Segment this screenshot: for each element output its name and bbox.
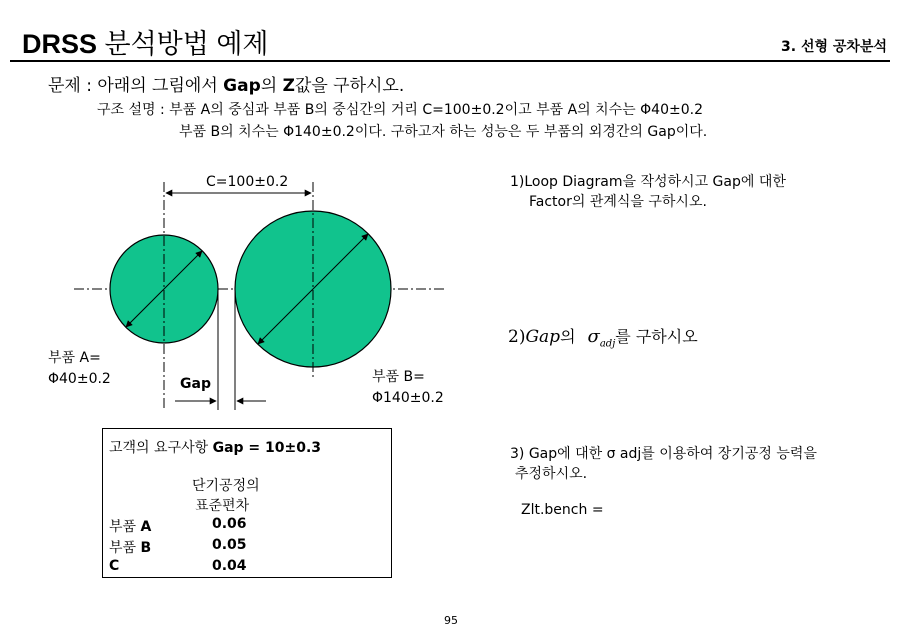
q2-sigma: σ: [587, 326, 600, 347]
customer-prefix: 고객의 요구사항: [109, 440, 213, 456]
problem-mid: 의: [260, 76, 283, 96]
std-header-1: 단기공정의: [192, 478, 260, 494]
problem-z: Z: [282, 76, 295, 96]
customer-value: Gap = 10±0.3: [212, 440, 322, 456]
row-c-name: C: [109, 558, 120, 574]
problem-prefix: 문제 : 아래의 그림에서: [48, 76, 224, 96]
customer-requirement: [109, 437, 321, 457]
row-b-name: B: [140, 540, 152, 556]
part-a-label-2: Φ40±0.2: [48, 371, 111, 387]
page-number: 95: [444, 614, 458, 627]
part-b-label-1: 부품 B=: [372, 369, 425, 385]
title-rest: 분석방법 예제: [97, 29, 269, 59]
row-c-value: 0.04: [212, 558, 247, 574]
std-header-2: 표준편차: [195, 498, 250, 514]
q2-mid: 의: [560, 327, 576, 346]
question-1-line-2: Factor의 관계식을 구하시오.: [529, 194, 707, 210]
question-3-line-2: 추정하시오.: [515, 466, 588, 482]
q2-gap: Gap: [525, 327, 561, 347]
c-dimension-label: C=100±0.2: [206, 174, 289, 190]
problem-suffix: 값을 구하시오.: [294, 76, 405, 96]
gap-label: Gap: [180, 376, 211, 392]
section-title: 3. 선형 공차분석: [781, 39, 887, 55]
q2-sub: adj: [599, 338, 616, 350]
zlt-bench: Zlt.bench =: [521, 502, 604, 518]
row-b-value: 0.05: [212, 537, 247, 553]
question-2: [508, 324, 698, 349]
row-part-b: [109, 537, 151, 557]
description-line-2: 부품 B의 치수는 Φ140±0.2이다. 구하고자 하는 성능은 두 부품의 외경간의 Gap이다.: [179, 124, 708, 140]
row-part-c: [109, 558, 119, 574]
row-b-pre: 부품: [109, 540, 141, 556]
description-line-1: 구조 설명 : 부품 A의 중심과 부품 B의 중심간의 거리 C=100±0.2이고 부품 A의 치수는 Φ40±0.2: [97, 102, 703, 118]
row-a-pre: 부품: [109, 519, 141, 535]
part-a-label-1: 부품 A=: [48, 350, 101, 366]
q2-prefix: 2): [508, 327, 526, 347]
title-bold: DRSS: [22, 29, 98, 59]
question-1-line-1: 1)Loop Diagram을 작성하시고 Gap에 대한: [510, 174, 786, 190]
row-a-name: A: [140, 519, 152, 535]
part-b-label-2: Φ140±0.2: [372, 390, 444, 406]
question-3-line-1: 3) Gap에 대한 σ adj를 이용하여 장기공정 능력을: [510, 446, 817, 462]
row-part-a: [109, 516, 151, 536]
problem-gap: Gap: [223, 76, 261, 96]
q2-suffix: 를 구하시오: [615, 327, 698, 346]
row-a-value: 0.06: [212, 516, 247, 532]
